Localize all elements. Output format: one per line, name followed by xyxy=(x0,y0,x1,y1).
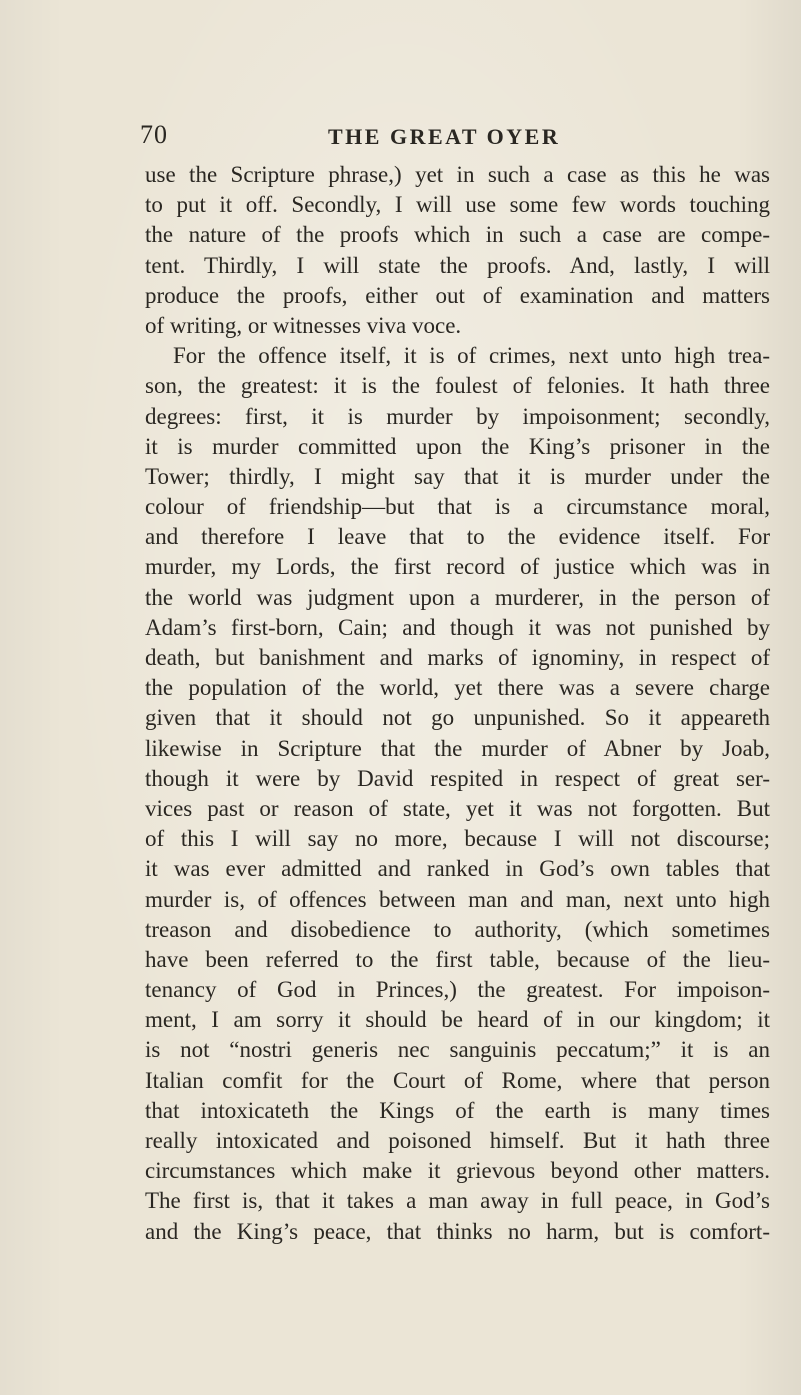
running-title: THE GREAT OYER xyxy=(328,124,561,149)
text-line: produce the proofs, either out of examination and matters xyxy=(145,282,770,308)
text-line: death, but banishment and marks of ignominy, in respect of xyxy=(145,645,770,670)
text-line: degrees: first, it is murder by impoisonment; secondly, xyxy=(145,403,770,429)
text-line: it was ever admitted and ranked in God’s own tables that xyxy=(145,856,770,882)
text-line: For the offence itself, it is of crimes, next unto high trea- xyxy=(173,343,770,369)
text-line: circumstances which make it grievous beyond other matters. xyxy=(145,1158,770,1184)
text-line: ment, I am sorry it should be heard of in our kingdom; it xyxy=(145,1007,770,1033)
text-line: have been referred to the first table, because of the lieu- xyxy=(145,946,770,972)
text-line: really intoxicated and poisoned himself. But it hath three xyxy=(145,1128,770,1153)
text-line: son, the greatest: it is the foulest of felonies. It hath three xyxy=(145,373,770,399)
text-line: is not “nostri generis nec sanguinis peccatum;” it is an xyxy=(145,1037,770,1063)
text-line: likewise in Scripture that the murder of Abner by Joab, xyxy=(145,735,770,761)
text-line: Italian comfit for the Court of Rome, where that person xyxy=(145,1067,770,1093)
text-line: given that it should not go unpunished. So it appeareth xyxy=(145,705,770,731)
text-line: murder, my Lords, the first record of justice which was in xyxy=(145,554,770,580)
text-line: to put it off. Secondly, I will use some few words touching xyxy=(145,192,770,218)
text-line: it is murder committed upon the King’s prisoner in the xyxy=(145,433,770,459)
text-line: and therefore I leave that to the evidence itself. For xyxy=(145,524,770,550)
text-line: though it were by David respited in respect of great ser- xyxy=(145,765,770,791)
text-line: murder is, of offences between man and man, next unto high xyxy=(145,886,770,912)
body-text xyxy=(145,160,770,1247)
text-line: the world was judgment upon a murderer, in the person of xyxy=(145,584,770,610)
text-line: use the Scripture phrase,) yet in such a case as this he was xyxy=(145,162,770,187)
text-line: The first is, that it takes a man away in full peace, in God’s xyxy=(145,1188,770,1214)
running-head xyxy=(0,118,801,152)
text-line: treason and disobedience to authority, (which sometimes xyxy=(145,916,770,942)
text-line: colour of friendship—but that is a circumstance moral, xyxy=(145,494,770,520)
text-line: tenancy of God in Princes,) the greatest. For impoison- xyxy=(145,977,770,1003)
text-line: vices past or reason of state, yet it was not forgotten. But xyxy=(145,795,770,821)
text-line: tent. Thirdly, I will state the proofs. And, lastly, I will xyxy=(145,252,770,278)
text-line: and the King’s peace, that thinks no harm, but is comfort- xyxy=(145,1218,770,1244)
page-number: 70 xyxy=(140,120,168,149)
text-line: Adam’s first-born, Cain; and though it was not punished by xyxy=(145,614,770,640)
text-line: that intoxicateth the Kings of the earth is many times xyxy=(145,1097,770,1123)
text-line: Tower; thirdly, I might say that it is murder under the xyxy=(145,463,770,489)
text-line: of writing, or witnesses viva voce. xyxy=(145,312,462,338)
text-line: the population of the world, yet there was a severe charge xyxy=(145,675,770,701)
text-line: the nature of the proofs which in such a case are compe- xyxy=(145,222,770,248)
text-line: of this I will say no more, because I will not discourse; xyxy=(145,826,770,852)
